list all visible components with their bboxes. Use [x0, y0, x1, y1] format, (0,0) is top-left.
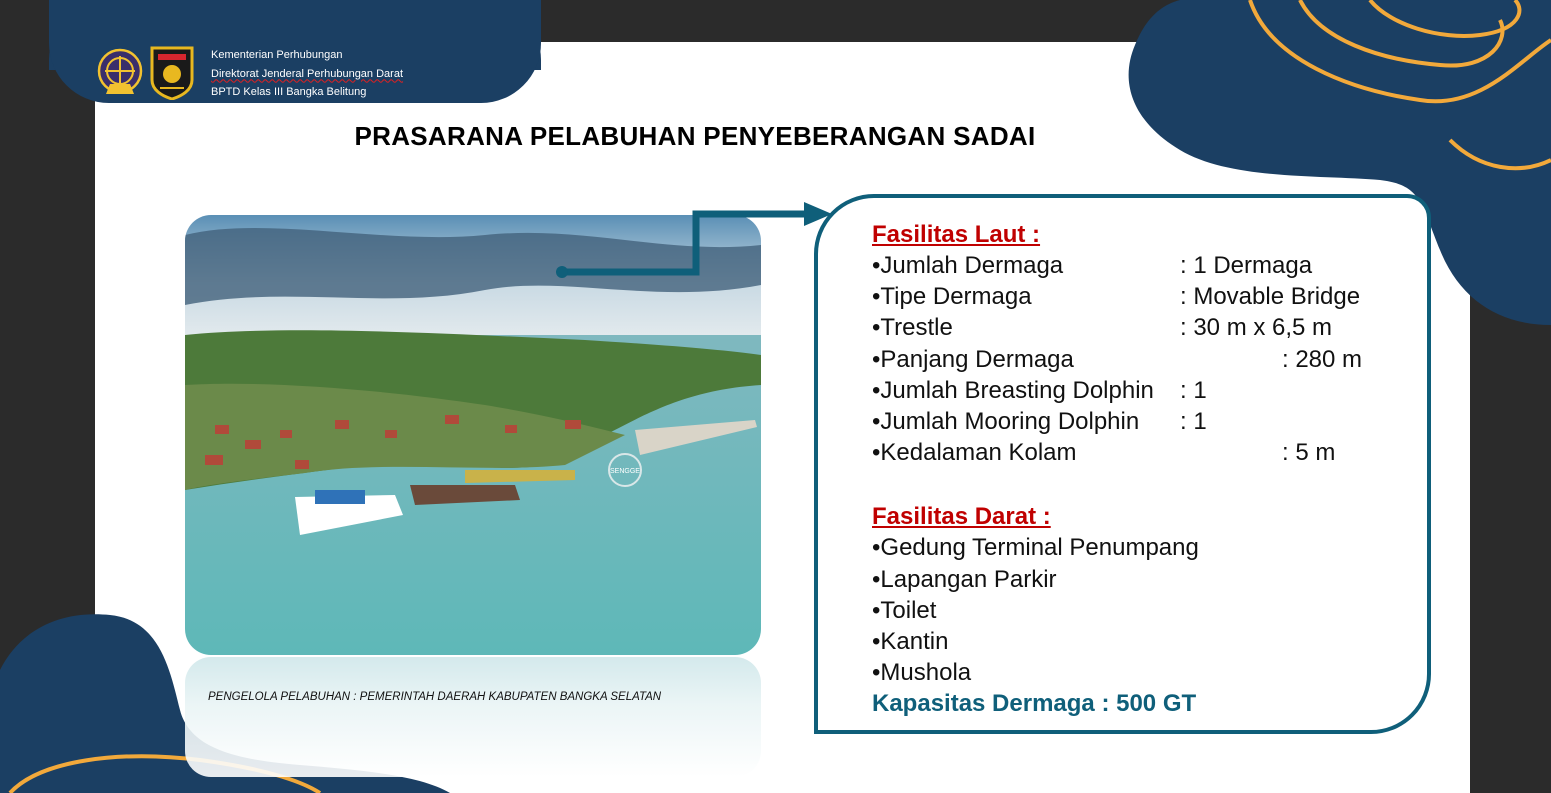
list-item: •Lapangan Parkir	[872, 565, 1057, 593]
list-item: •Trestle : 30 m x 6,5 m	[872, 314, 1333, 342]
management-caption: PENGELOLA PELABUHAN : PEMERINTAH DAERAH KABUPATEN BANGKA SELATAN	[208, 691, 662, 703]
list-item: •Tipe Dermaga : Movable Bridge	[872, 283, 1361, 311]
kapasitas-dermaga: Kapasitas Dermaga : 500 GT	[872, 690, 1197, 718]
kemenhub-logo-icon	[96, 44, 144, 100]
page-title: PRASARANA PELABUHAN PENYEBERANGAN SADAI	[354, 121, 1036, 151]
header-text-block	[211, 46, 403, 102]
fasilitas-laut-title: Fasilitas Laut :	[872, 221, 1041, 248]
list-item: •Jumlah Breasting Dolphin : 1	[872, 376, 1207, 404]
fasilitas-darat-title: Fasilitas Darat :	[872, 503, 1051, 531]
photo-watermark: SENGGE	[610, 468, 640, 475]
photo-reflection	[185, 657, 761, 777]
header-line-directorate: Direktorat Jenderal Perhubungan Darat	[211, 67, 404, 80]
list-item: •Toilet	[872, 596, 937, 624]
list-item: •Jumlah Dermaga : 1 Dermaga	[872, 252, 1313, 279]
list-item: •Panjang Dermaga : 280 m	[872, 345, 1363, 373]
facilities-list	[872, 219, 1363, 719]
header-line-ministry: Kementerian Perhubungan	[211, 49, 343, 61]
list-item: •Jumlah Mooring Dolphin : 1	[872, 407, 1207, 435]
babel-province-logo-icon	[148, 44, 196, 100]
list-item: •Kedalaman Kolam : 5 m	[872, 439, 1336, 467]
list-item: •Kantin	[872, 627, 949, 655]
connector-arrow-icon	[552, 198, 837, 283]
list-item: •Mushola	[872, 659, 972, 687]
list-item: •Gedung Terminal Penumpang	[872, 534, 1199, 562]
header-line-bptd: BPTD Kelas III Bangka Belitung	[211, 86, 367, 98]
